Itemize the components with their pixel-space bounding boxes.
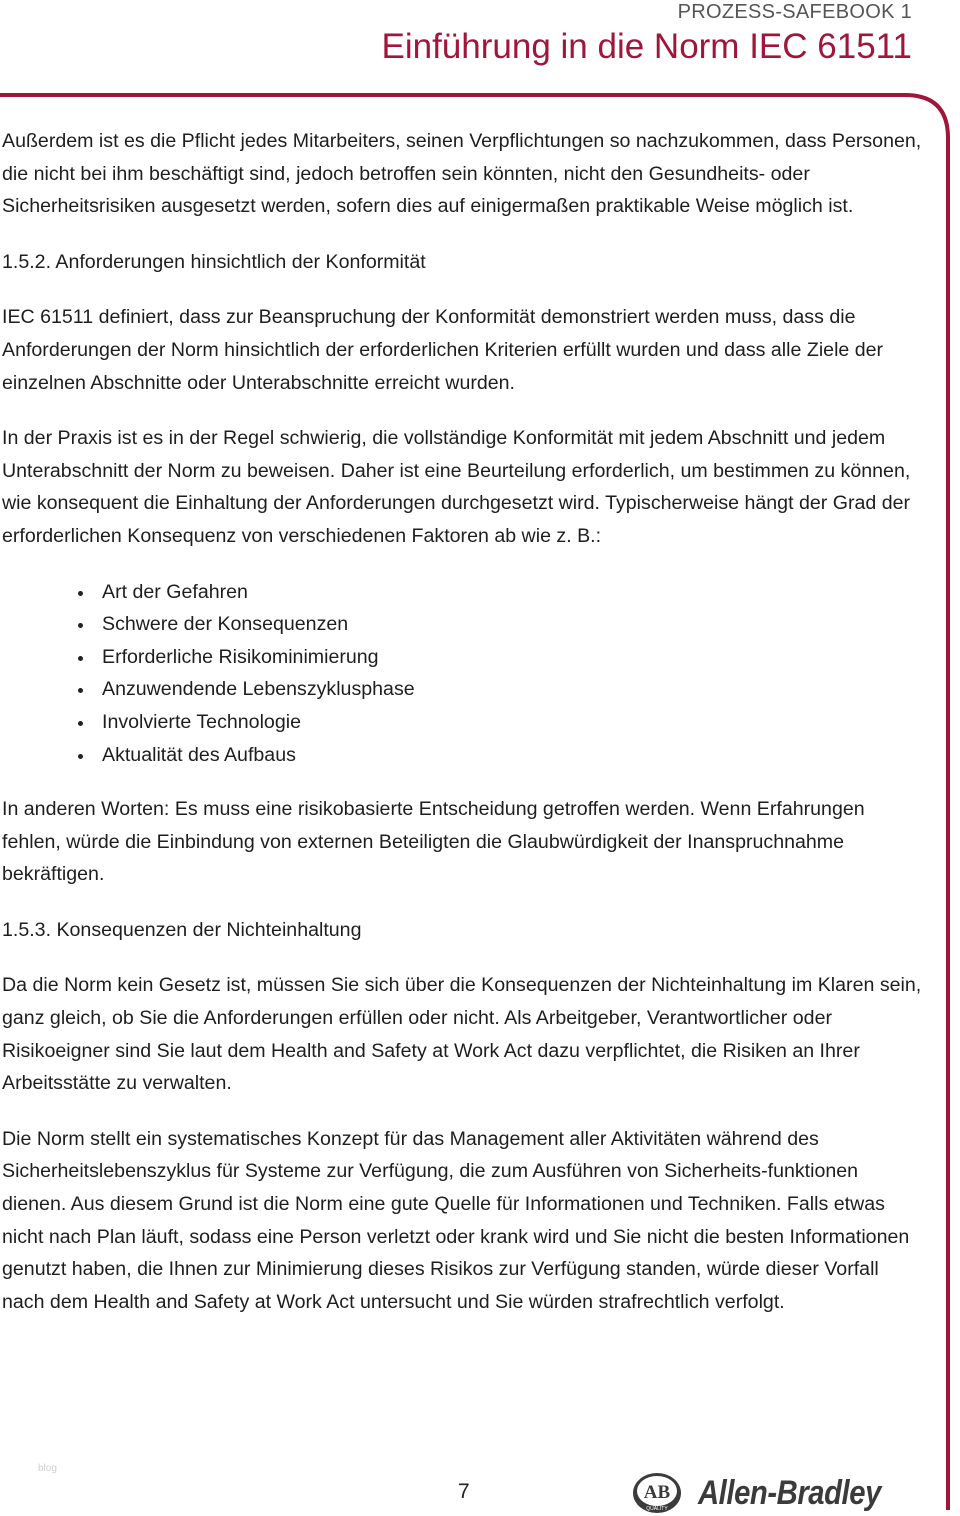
section-heading-noncompliance: 1.5.3. Konsequenzen der Nichteinhaltung: [2, 918, 362, 941]
list-item: [78, 641, 922, 674]
paragraph-duty: Außerdem ist es die Pflicht jedes Mitarbeiters, seinen Verpflichtungen so nachzukommen, dass Personen, die nicht bei ihm beschäftigt sind, jedoch betroffen sein könnten, nicht den Gesundheits- oder Sicherheitsrisiken ausgesetzt werden, sofern dies auf einigermaßen praktikable Weise möglich ist.: [2, 130, 922, 218]
watermark: blog: [38, 1463, 57, 1474]
allen-bradley-logo-icon: [632, 1472, 682, 1514]
factor-list: [2, 576, 922, 772]
list-item: [78, 673, 922, 706]
bullet-icon: [78, 656, 83, 661]
list-item-text: Art der Gefahren: [102, 580, 248, 603]
bullet-icon: [78, 623, 83, 628]
list-item-text: Anzuwendende Lebenszyklusphase: [102, 678, 415, 701]
series-title: PROZESS-SAFEBOOK 1: [677, 1, 912, 23]
paragraph-risk-based: In anderen Worten: Es muss eine risikobasierte Entscheidung getroffen werden. Wenn Erfahrungen fehlen, würde die Einbindung von externen Beteiligten die Glaubwürdigkeit der Inanspruchnahme bekräftigen.: [2, 798, 865, 886]
bullet-icon: [78, 591, 83, 596]
list-item-text: Schwere der Konsequenzen: [102, 613, 349, 636]
logo-text: AB: [643, 1482, 671, 1503]
paragraph-conformity-definition: IEC 61511 definiert, dass zur Beanspruchung der Konformität demonstriert werden muss, dass die Anforderungen der Norm hinsichtlich der erforderlichen Kriterien erfüllt wurden und dass alle Ziele der einzelnen Abschnitte oder Unterabschnitte erreicht wurden.: [2, 306, 884, 394]
list-item: [78, 706, 922, 739]
list-item-text: Involvierte Technologie: [102, 710, 301, 733]
logo-subtext: QUALITY: [646, 1506, 668, 1512]
paragraph-consequences: Da die Norm kein Gesetz ist, müssen Sie sich über die Konsequenzen der Nichteinhaltung im Klaren sein, ganz gleich, ob Sie die Anforderungen erfüllen oder nicht. Als Arbeitgeber, Verantwortlicher oder Risikoeigner sind Sie laut dem Health and Safety at Work Act dazu verpflichtet, die Risiken an Ihrer Arbeitsstätte zu verwalten.: [2, 974, 922, 1095]
list-item-text: Erforderliche Risikominimierung: [102, 645, 379, 668]
list-item-text: Aktualität des Aufbaus: [102, 743, 296, 766]
bullet-icon: [78, 754, 83, 759]
paragraph-practice: In der Praxis ist es in der Regel schwierig, die vollständige Konformität mit jedem Abschnitt und jedem Unterabschnitt der Norm zu beweisen. Daher ist eine Beurteilung erforderlich, um bestimmen zu können, wie konsequent die Einhaltung der Anforderungen durchgesetzt wird. Typischerweise hängt der Grad der erforderlichen Konsequenz von verschiedenen Faktoren ab wie z. B.:: [2, 427, 911, 547]
bullet-icon: [78, 721, 83, 726]
list-item: [78, 576, 922, 609]
list-item: [78, 608, 922, 641]
brand-name: Allen-Bradley: [698, 1474, 881, 1512]
paragraph-systematic-concept: Die Norm stellt ein systematisches Konzept für das Management aller Aktivitäten während des Sicherheitslebenszyklus für Systeme zur Verfügung, die zum Ausführen von Sicherheits-funktionen dienen. Aus diesem Grund ist die Norm eine gute Quelle für Informationen und Techniken. Falls etwas nicht nach Plan läuft, sodass eine Person verletzt oder krank wird und Sie nicht die besten Informationen genutzt haben, die Ihnen zur Minimierung dieses Risikos zur Verfügung standen, würde dieser Vorfall nach dem Health and Safety at Work Act untersucht und Sie würden strafrechtlich verfolgt.: [2, 1127, 910, 1313]
body-text: [2, 125, 922, 1341]
list-item: [78, 739, 922, 772]
section-heading-conformity: 1.5.2. Anforderungen hinsichtlich der Konformität: [2, 250, 426, 273]
page-header: [382, 0, 913, 68]
bullet-icon: [78, 688, 83, 693]
page-number: 7: [458, 1480, 470, 1503]
page-title: Einführung in die Norm IEC 61511: [381, 27, 912, 66]
